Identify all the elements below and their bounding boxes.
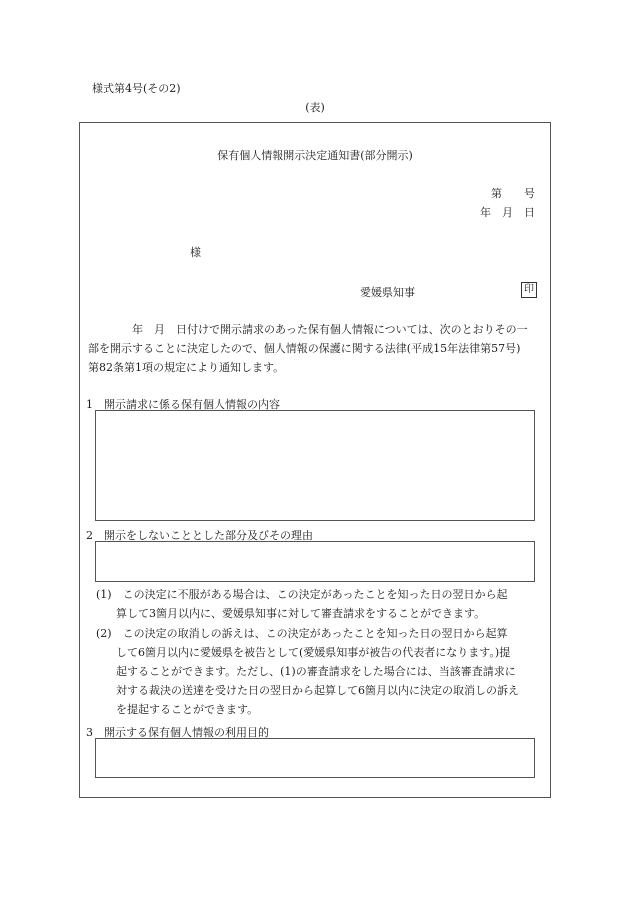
body-line: 第82条第1項の規定により通知します。 bbox=[88, 361, 285, 374]
body-line: 部を開示することに決定したので、個人情報の保護に関する法律(平成15年法律第57号) bbox=[88, 342, 521, 355]
document-number: 第 号 bbox=[491, 187, 535, 200]
section-3-box bbox=[95, 738, 535, 778]
note-line: 算して3箇月以内に、愛媛県知事に対して審査請求をすることができます。 bbox=[116, 607, 486, 620]
issuer: 愛媛県知事 bbox=[360, 286, 415, 299]
document-title: 保有個人情報開示決定通知書(部分開示) bbox=[217, 149, 413, 162]
note-line: (1) この決定に不服がある場合は、この決定があったことを知った日の翌日から起 bbox=[96, 588, 508, 601]
section-1-box bbox=[95, 410, 535, 521]
addressee: 様 bbox=[190, 246, 201, 259]
form-number: 様式第4号(その2) bbox=[92, 82, 181, 95]
section-2-heading: 2 開示をしないこととした部分及びその理由 bbox=[86, 529, 313, 542]
section-3-heading: 3 開示する保有個人情報の利用目的 bbox=[86, 726, 269, 739]
section-1-heading: 1 開示請求に係る保有個人情報の内容 bbox=[86, 398, 280, 411]
body-text bbox=[88, 320, 538, 377]
side-label: (表) bbox=[305, 101, 325, 114]
document-date: 年 月 日 bbox=[480, 206, 535, 219]
section-2-box bbox=[95, 541, 535, 582]
note-line: して6箇月以内に愛媛県を被告として(愛媛県知事が被告の代表者になります。)提 bbox=[116, 646, 511, 659]
note-line: 起することができます。ただし、(1)の審査請求をした場合には、当該審査請求に bbox=[116, 665, 516, 678]
note-line: を提起することができます。 bbox=[116, 703, 259, 716]
body-line: 年 月 日付けで開示請求のあった保有個人情報については、次のとおりその一 bbox=[88, 323, 528, 336]
seal-mark: 印 bbox=[521, 282, 537, 298]
note-1 bbox=[96, 585, 536, 623]
note-2 bbox=[96, 624, 536, 719]
note-line: (2) この決定の取消しの訴えは、この決定があったことを知った日の翌日から起算 bbox=[96, 627, 508, 640]
note-line: 対する裁決の送達を受けた日の翌日から起算して6箇月以内に決定の取消しの訴え bbox=[116, 684, 519, 697]
